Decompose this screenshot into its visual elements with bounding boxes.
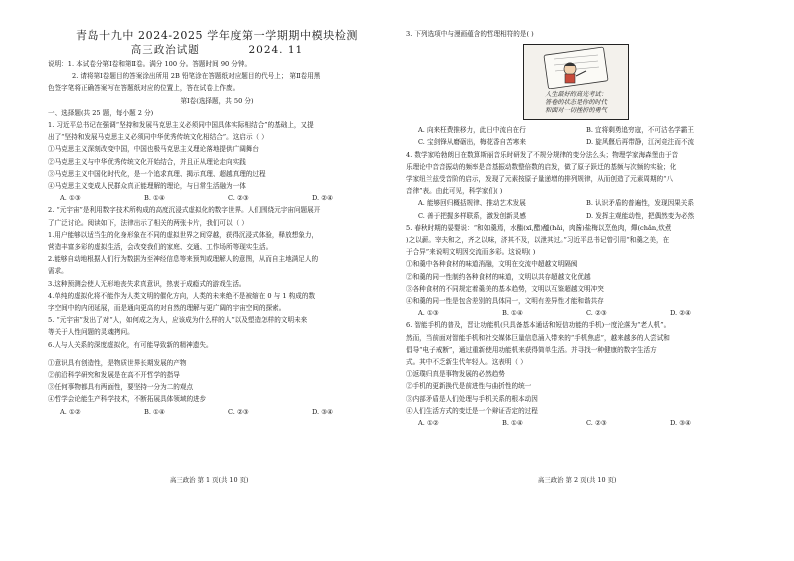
question-1-item: ③马克思主义中国化时代化，是一个追求真理、揭示真理、超越真理的过程 — [48, 169, 266, 178]
question-4-stem: 学家纽兰兹受音阶的启示，发现了元素按原子量递增的排列规律，从而创造了元素周期的“八 — [406, 175, 674, 184]
option-d[interactable]: D. ②④ — [670, 309, 692, 318]
option-d[interactable]: D. 旋风偃后再带静，江河竞注而不流 — [586, 138, 695, 147]
option-a[interactable]: A. ①③ — [418, 309, 439, 318]
cartoon-caption: 答卷的状态是你的时代 — [545, 99, 607, 107]
question-6-stem: 6. 智能手机的普及，晋让功能机(只具备基本通话和短信功能的手机)一度沦落为“老人机”。 — [406, 321, 671, 330]
cartoon-caption: 和面对一切挫折的勇气 — [545, 107, 607, 115]
question-2-options — [48, 406, 386, 418]
exam-subtitle — [48, 43, 386, 58]
cartoon-image — [523, 44, 629, 120]
option-d[interactable]: D. 发挥主观能动性，把偶然变为必然 — [586, 211, 695, 220]
option-c[interactable]: C. ②③ — [228, 194, 249, 203]
question-2-card-line: 1.用户能够以适当生的化身形象在不同的虚拟世界之间穿越，获得沉浸式体验，释放想象力， — [48, 230, 319, 239]
note-line: 2. 请将第Ⅰ卷题目的答案涂出所用 2B 铅笔涂在答题纸对应题目的代号上； 第Ⅱ卷用黑 — [72, 72, 321, 81]
question-2-card-line: 营造丰富多彩的虚拟生活，会改变我们的家庭、交通、工作场所等现实生活。 — [48, 243, 273, 252]
question-2-card-line: 等关于人性问题的灵魂拷问。 — [48, 328, 134, 337]
note-line: 色签字笔将正确答案写在答题纸对应的位置上，答在试卷上作废。 — [48, 84, 240, 93]
option-b[interactable]: B. 认识矛盾的普遍性，发现因果关系 — [586, 199, 694, 208]
option-a[interactable]: A. ①③ — [60, 194, 81, 203]
question-6-stem: 倡导“电子戒断”，通过重新使用功能机来获得简单生活。并寻找一种健康的数字生活方 — [406, 345, 657, 354]
question-3-options — [406, 124, 746, 136]
option-b[interactable]: B. ①④ — [502, 419, 523, 428]
question-5-item: ①和羹中各种食材的味道消融，文明在交流中超越文明隔阂 — [406, 260, 578, 269]
option-b[interactable]: B. ①④ — [144, 194, 165, 203]
question-2-card-line: 字空间中的内闭延展，而是通向更高的对自然的理解与更广阔的宇宙空间的探索。 — [48, 304, 286, 313]
question-2-choice: ②前沿科学研究和发展是在高不开哲学的指导 — [48, 371, 180, 380]
question-4-stem: 4. 数学家哈勃朗日在数算斯丽音乐时研发了不规分规律的变分法么头；物理学家海森堡由于音 — [406, 150, 679, 159]
question-2-choice: ①意识具有创造性，是物质世界长期发展的产物 — [48, 358, 187, 367]
question-6-item: ①返璞归真是事物发展的必然趋势 — [406, 370, 505, 379]
option-a[interactable]: A. 能够回归概括规律、推动艺术发展 — [418, 199, 526, 208]
question-5-item: ②和羹的同一性制约各种食材的味道，文明以共存超越文化优越 — [406, 272, 591, 281]
option-c[interactable]: C. 宝剑锋从磨砺出，梅花香自苦寒来 — [418, 138, 526, 147]
question-6-item: ②手机的更新换代是前进性与曲折性的统一 — [406, 382, 532, 391]
cartoon-caption: 人生最好的高光考试： — [545, 91, 607, 99]
page-1-column — [48, 28, 386, 418]
option-c[interactable]: C. ②③ — [586, 309, 607, 318]
question-3-options — [406, 136, 746, 148]
question-1-item: ②马克思主义与中华优秀传统文化开始结合，并且正从理论走向实践 — [48, 157, 246, 166]
option-c[interactable]: C. 善于把握多样联系，激发创新灵感 — [418, 211, 526, 220]
question-4-options — [406, 210, 746, 222]
question-1-item: ④马克思主义变成人民群众真正能理解的理论，与日常生活融为一体 — [48, 182, 246, 191]
question-2-choice: ④哲学会论能生产科学技术，不断拓展具体领域的进步 — [48, 395, 207, 404]
exam-date: 2024. 11 — [248, 44, 304, 56]
question-4-stem: 音律”表。由此可见，科学家们( ) — [406, 187, 503, 196]
page-1-footer: 高三政治 第 1 页(共 10 页) — [170, 476, 249, 484]
question-1-stem: 1. 习近平总书记在强调“坚持和发展马克思主义必须同中国具体实际相结合”的基础上，又提 — [48, 121, 314, 130]
section-heading: 一、选择题(共 25 题，每小题 2 分) — [48, 108, 154, 117]
question-6-stem: 式。其中不乏新生代年轻人。这表明（ ） — [406, 358, 527, 367]
question-2-stem: 了广泛讨论。阅读如下，法律出示了相关的两张卡片，我们可以（ ） — [48, 218, 248, 227]
option-c[interactable]: C. ②③ — [586, 419, 607, 428]
question-2-card-line: 需求。 — [48, 267, 68, 276]
cartoon-drawing — [524, 45, 628, 89]
question-1-options — [48, 192, 386, 204]
question-6-item: ④人们生活方式的变迁是一个辩证否定的过程 — [406, 406, 538, 415]
page-2-footer: 高三政治 第 2 页(共 10 页) — [538, 476, 617, 484]
option-d[interactable]: D. ③④ — [312, 407, 334, 416]
question-3-stem: 3. 下列选项中与漫画蕴含的哲理相符的是( ) — [406, 30, 534, 38]
option-d[interactable]: D. ②④ — [312, 194, 334, 203]
question-2-card-line: 4.单纯的虚拟化将不能作为人类文明的催化方向，人类的未来绝不是被缩在 0 与 1 构成的数 — [48, 291, 316, 300]
option-b[interactable]: B. ①④ — [144, 407, 165, 416]
page-2-column — [406, 28, 746, 429]
question-2-card-line: 5. “元宇宙”发出了对“人，如何成之为人，应该成为什么样的人”以及塑造怎样的文明未来 — [48, 316, 308, 325]
question-2-card-line: 6.人与人关系的深度虚拟化，有可能导致新的精神遗失。 — [48, 340, 213, 349]
question-6-item: ③内部矛盾是人们处理与手机关系的根本动因 — [406, 394, 538, 403]
question-1-stem: 出了“坚持和发展马克思主义必须同中华优秀传统文化相结合”。这启示（ ） — [48, 133, 268, 142]
question-4-options — [406, 197, 746, 209]
question-5-options — [406, 307, 746, 319]
note-line: 说明：1. 本试卷分第Ⅰ卷和第Ⅱ卷。满分 100 分。答题时间 90 分钟。 — [48, 60, 252, 68]
option-c[interactable]: C. ②③ — [228, 407, 249, 416]
question-6-options — [406, 417, 746, 429]
question-2-card-line: 3.这种预测会使人无形地丧失求真意识，热衷于成瘾式的游戏生活。 — [48, 279, 246, 288]
question-4-stem: 乐理论中音音振动的频率是音基振动数整倍数的启发，做了原子跃迁的基频与次频的实验；化 — [406, 162, 677, 171]
question-5-item: ④和羹的同一性是包含差别的具体同一，文明有差异性才能和谐共存 — [406, 297, 604, 306]
question-5-stem: 5. 春秋时期的晏婴说：“和如羹焉，水醢(xī,醋)醯(hǎi，肉酱)盐梅以烹鱼肉，燀(chǎn,炊煮 — [406, 223, 672, 232]
option-b[interactable]: B. ①④ — [502, 309, 523, 318]
option-a[interactable]: A. 向来枉费推移力，此日中流自在行 — [418, 126, 526, 135]
option-b[interactable]: B. 宜将剩勇追穷寇，不可沽名学霸王 — [586, 126, 694, 135]
question-1-item: ①马克思主义深刻改变中国，中国也极马克思主义理论落地提供广阔舞台 — [48, 145, 259, 154]
question-2-stem: 2. “元宇宙”是利用数字技术所构成的高度沉浸式虚拟化的数字世界。人们围绕元宇宙问题展开 — [48, 206, 321, 215]
option-d[interactable]: D. ③④ — [670, 419, 692, 428]
part-heading: 第Ⅰ卷(选择题，共 50 分) — [180, 96, 254, 105]
question-6-stem: 然而，当前面对智能手机和社交媒体巨量信息涌入带来的“手机焦虑”，越来越多的人尝试和 — [406, 333, 670, 342]
exam-title: 青岛十九中 2024-2025 学年度第一学期期中模块检测 — [75, 29, 359, 42]
option-a[interactable]: A. ①② — [60, 407, 81, 416]
question-2-card-line: 2.能够自动地根据人们行为数据为至神经信息等来预判或理解人的意图，从而自主地满足人的 — [48, 255, 319, 264]
question-5-stem: )之以薪。宰夫和之，齐之以味，济其不及，以泄其过。”习近平总书记曾引用“和羹之美，在 — [406, 236, 670, 245]
option-a[interactable]: A. ①② — [418, 419, 439, 428]
question-5-stem: 于合异”来说明文明因交流而多彩。这说明( ) — [406, 248, 536, 257]
exam-subject: 高三政治试题 — [130, 44, 200, 56]
question-5-item: ③各种食材的不同规定着羹美的基本趋势，文明以互鉴超越文明冲突 — [406, 284, 604, 293]
question-2-choice: ③任何事物都具有两面性，要坚持一分为二的观点 — [48, 383, 194, 392]
